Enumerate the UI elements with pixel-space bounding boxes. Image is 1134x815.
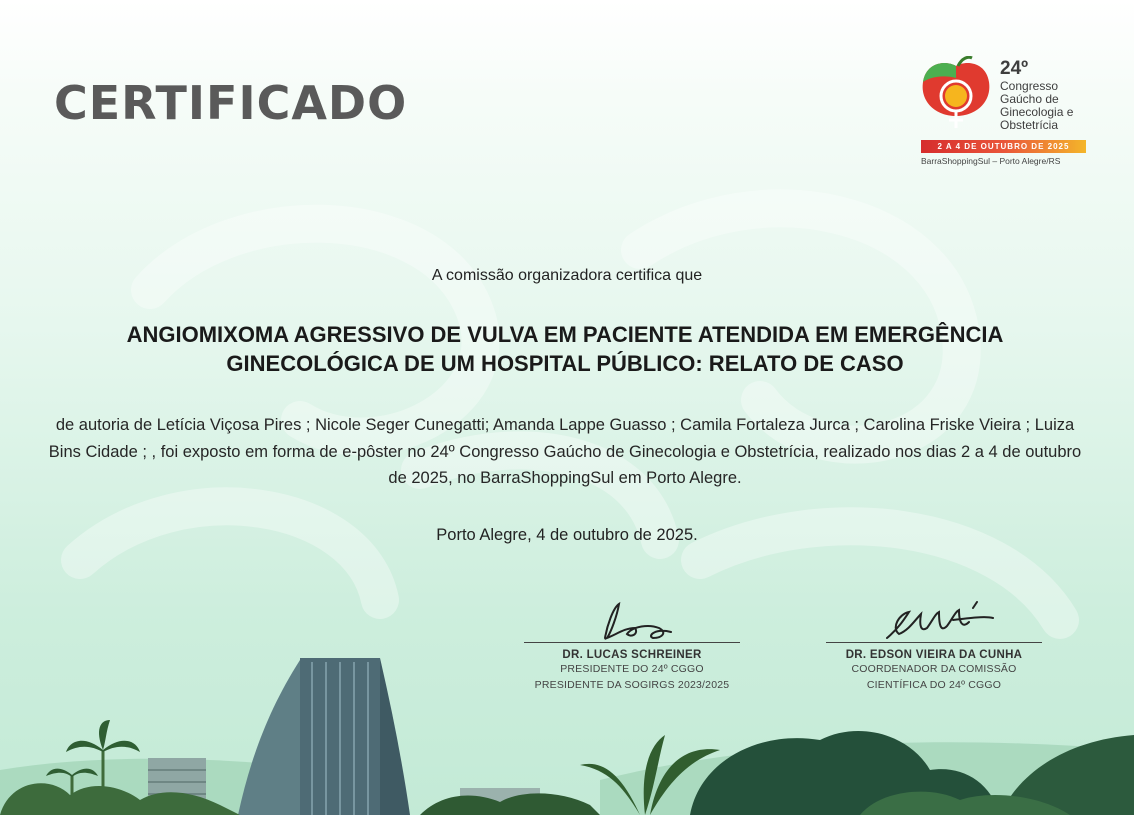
certificate-heading: CERTIFICADO [54,76,408,130]
congress-venue: BarraShoppingSul – Porto Alegre/RS [921,156,1061,166]
signature-line [826,642,1042,643]
signatory-role-line2: PRESIDENTE DA SOGIRGS 2023/2025 [534,679,730,691]
congress-logo [918,56,1098,170]
signature-block-president [512,598,752,693]
signatory-name: DR. LUCAS SCHREINER [562,649,702,661]
congress-edition: 24º [1000,58,1029,79]
signatory-name: DR. EDSON VIEIRA DA CUNHA [845,649,1023,661]
authors-text: de autoria de Letícia Viçosa Pires ; Nicole Seger Cunegatti; Amanda Lappe Guasso ; Camila Fortaleza Jurca ; Carolina Friske Vieira ; Luiza Bins Cidade ; , foi exposto em forma de e-pôster no 24º Congresso Gaúcho de Ginecologia e Obstetrícia, realizado nos dias 2 a 4 de outubro de 2025, no BarraShoppingSul em Porto Alegre. [48,416,1082,487]
signature-block-coordinator [814,598,1054,693]
signatory-role-line2: CIENTÍFICA DO 24º CGGO [866,679,1002,691]
signatory-role-line1: PRESIDENTE DO 24º CGGO [560,663,704,675]
place-date: Porto Alegre, 4 de outubro de 2025. [436,526,698,544]
congress-dates: 2 A 4 DE OUTUBRO DE 2025 [921,140,1086,153]
intro-text: A comissão organizadora certifica que [431,267,703,284]
signature-line [524,642,740,643]
work-title: ANGIOMIXOMA AGRESSIVO DE VULVA EM PACIENTE ATENDIDA EM EMERGÊNCIA GINECOLÓGICA DE UM HOSPITAL PÚBLICO: RELATO DE CASO [126,322,1004,376]
signatory-role-line1: COORDENADOR DA COMISSÃO [851,663,1017,675]
handwritten-signature-right [869,598,999,642]
congress-name: Congresso Gaúcho de Ginecologia e Obstetrícia [1000,79,1074,132]
handwritten-signature-left [577,598,687,642]
female-symbol-apple-icon [918,56,996,138]
